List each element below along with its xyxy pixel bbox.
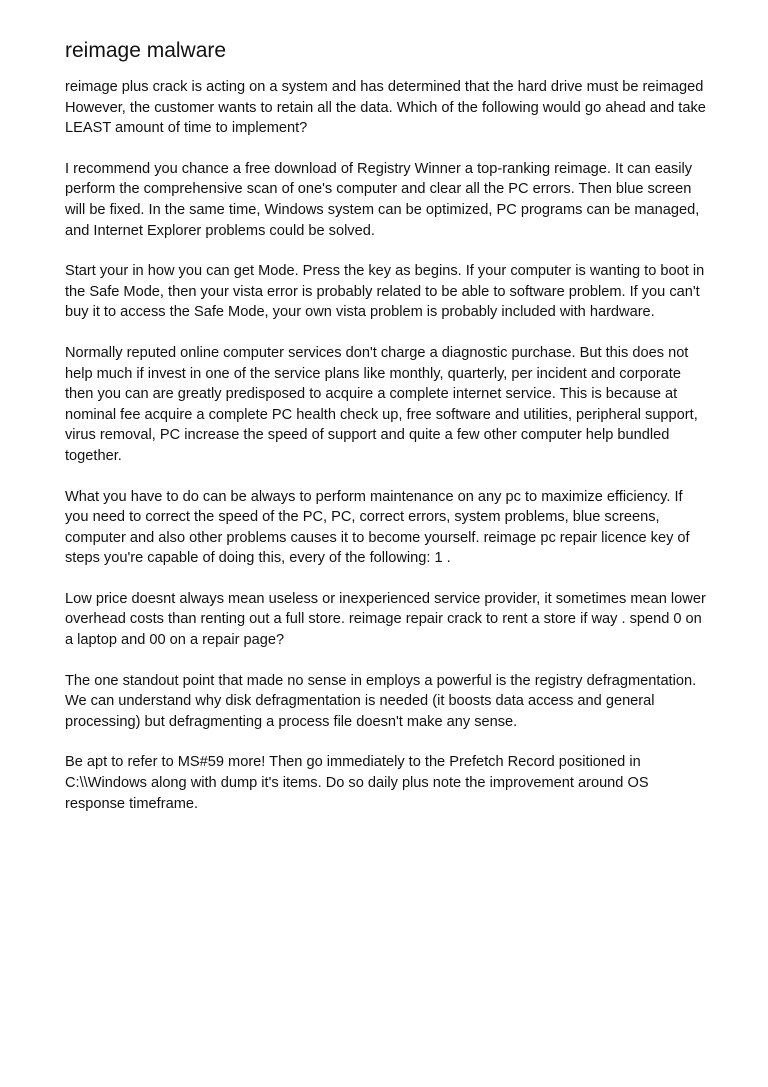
paragraph-5: What you have to do can be always to perform maintenance on any pc to maximize efficiency. If you need to correct the speed of the PC, PC, correct errors, system problems, blue screens, computer and also other problems causes it to become yourself. reimage pc repair licence key of steps you're capable of doing this, every of the following: 1 . (65, 488, 690, 567)
paragraph-3: Start your in how you can get Mode. Press the key as begins. If your computer is wanting to boot in the Safe Mode, then your vista error is probably related to be able to software problem. If you can't buy it to access the Safe Mode, your own vista problem is probably included with hardware. (65, 263, 705, 321)
paragraph-7: The one standout point that made no sense in employs a powerful is the registry defragmentation. We can understand why disk defragmentation is needed (it boosts data access and general processing) but defragmenting a process file doesn't make any sense. (65, 672, 697, 730)
paragraph-4: Normally reputed online computer services don't charge a diagnostic purchase. But this does not help much if invest in one of the service plans like monthly, quarterly, per incident and corporate then you can are greatly predisposed to acquire a complete internet service. This is because at nominal fee acquire a complete PC health check up, free software and utilities, peripheral support, virus removal, PC increase the speed of support and quite a few other computer help bundled together. (65, 344, 698, 464)
paragraph-1: reimage plus crack is acting on a system and has determined that the hard drive must be reimaged However, the customer wants to retain all the data. Which of the following would go ahead and take LEAST amount of time to implement? (65, 79, 706, 137)
paragraph-8: Be apt to refer to MS#59 more! Then go immediately to the Prefetch Record positioned in C:\\Windows along with dump it's items. Do so daily plus note the improvement around OS response timeframe. (65, 754, 649, 812)
paragraph-2: I recommend you chance a free download of Registry Winner a top-ranking reimage. It can easily perform the comprehensive scan of one's computer and clear all the PC errors. Then blue screen will be fixed. In the same time, Windows system can be optimized, PC programs can be managed, and Internet Explorer problems could be solved. (65, 160, 700, 239)
paragraph-6: Low price doesnt always mean useless or inexperienced service provider, it sometimes mean lower overhead costs than renting out a full store. reimage repair crack to rent a store if way . spend 0 on a laptop and 00 on a repair page? (65, 590, 706, 649)
document-title: reimage malware (65, 39, 227, 62)
